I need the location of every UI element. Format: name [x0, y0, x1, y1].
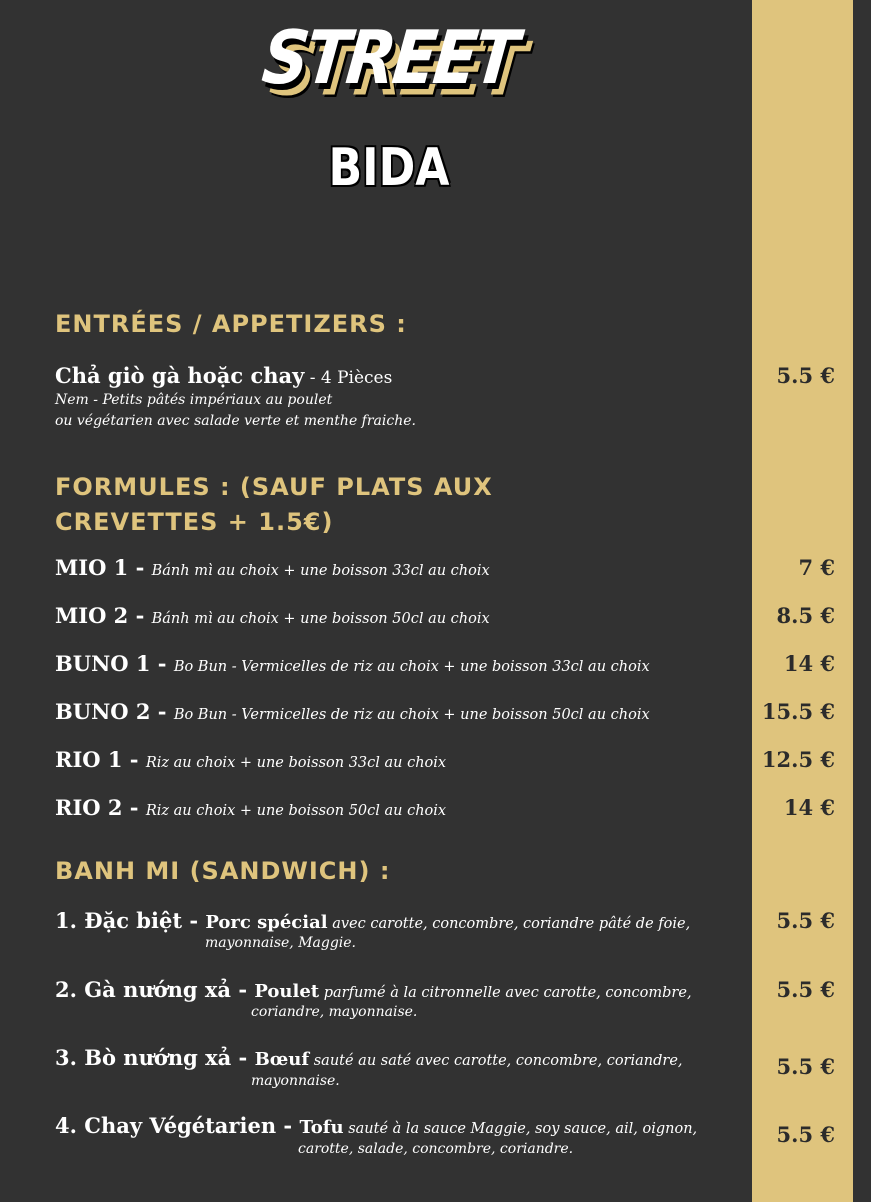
banhmi-desc: sauté au saté avec carotte, concombre, coriandre,: [309, 1053, 683, 1069]
banhmi-desc-line-2: coriandre, mayonnaise.: [251, 1004, 418, 1020]
banhmi-desc: avec carotte, concombre, coriandre pâté de foie,: [327, 916, 691, 932]
section-title-formules-2: CREVETTES + 1.5€): [55, 508, 334, 536]
banhmi-name: 4. Chay Végétarien -: [55, 1113, 300, 1138]
street-bida-logo: [236, 16, 542, 198]
right-edge: [853, 0, 871, 1202]
entree-desc-line-1: Nem - Petits pâtés impériaux au poulet: [55, 392, 333, 408]
banhmi-desc-line-2: carotte, salade, concombre, coriandre.: [298, 1141, 574, 1157]
formule-item-buno-2: [55, 699, 650, 728]
formule-desc: Bánh mì au choix + une boisson 33cl au choix: [151, 563, 490, 579]
section-title-entrees: ENTRÉES / APPETIZERS :: [55, 310, 407, 338]
formule-desc: Bo Bun - Vermicelles de riz au choix + une boisson 33cl au choix: [173, 659, 650, 675]
banhmi-desc-line-2: mayonnaise, Maggie.: [205, 935, 357, 951]
formule-price-rio-2: 14 €: [783, 795, 835, 820]
section-title-formules-1: FORMULES : (SAUF PLATS AUX: [55, 473, 493, 501]
banhmi-price-3: 5.5 €: [776, 1054, 835, 1079]
banhmi-item-1: [55, 908, 690, 937]
banhmi-price-1: 5.5 €: [776, 908, 835, 933]
formule-price-buno-1: 14 €: [783, 651, 835, 676]
banhmi-desc: sauté à la sauce Maggie, soy sauce, ail, oignon,: [343, 1121, 698, 1137]
formule-item-buno-1: [55, 651, 650, 680]
banhmi-main: Poulet: [254, 981, 320, 1002]
banhmi-name: 3. Bò nướng xả -: [55, 1045, 255, 1070]
banhmi-main: Bœuf: [254, 1049, 310, 1070]
formule-name: RIO 2 -: [55, 795, 146, 820]
formule-name: BUNO 2 -: [55, 699, 174, 724]
banhmi-main: Porc spécial: [205, 912, 328, 933]
formule-name: MIO 1 -: [55, 555, 152, 580]
price-column-strip: [752, 0, 853, 1202]
formule-item-mio-2: [55, 603, 490, 632]
formule-item-rio-1: [55, 747, 446, 776]
formule-name: MIO 2 -: [55, 603, 152, 628]
banhmi-name: 1. Đặc biệt -: [55, 908, 206, 933]
banhmi-item-3: [55, 1045, 683, 1074]
entree-item-name: [55, 363, 392, 391]
banhmi-desc: parfumé à la citronnelle avec carotte, concombre,: [319, 985, 692, 1001]
formule-price-mio-1: 7 €: [798, 555, 835, 580]
formule-price-buno-2: 15.5 €: [761, 699, 835, 724]
entree-price: 5.5 €: [776, 363, 835, 388]
banhmi-desc-line-2: mayonnaise.: [251, 1073, 340, 1089]
formule-desc: Riz au choix + une boisson 33cl au choix: [145, 755, 447, 771]
banhmi-price-4: 5.5 €: [776, 1122, 835, 1147]
entree-qty: - 4 Pièces: [304, 368, 393, 388]
banhmi-item-4: [55, 1113, 697, 1142]
section-title-banhmi: BANH MI (SANDWICH) :: [55, 857, 391, 885]
formule-item-rio-2: [55, 795, 446, 824]
banhmi-price-2: 5.5 €: [776, 977, 835, 1002]
logo-bida-text: BIDA: [328, 138, 450, 198]
entree-name: Chả giò gà hoặc chay: [55, 363, 305, 388]
formule-desc: Bánh mì au choix + une boisson 50cl au choix: [151, 611, 490, 627]
formule-name: RIO 1 -: [55, 747, 146, 772]
banhmi-main: Tofu: [299, 1117, 344, 1138]
banhmi-name: 2. Gà nướng xả -: [55, 977, 255, 1002]
formule-name: BUNO 1 -: [55, 651, 174, 676]
logo-street-text: STREET: [258, 16, 520, 102]
formule-price-rio-1: 12.5 €: [761, 747, 835, 772]
formule-desc: Riz au choix + une boisson 50cl au choix: [145, 803, 447, 819]
formule-item-mio-1: [55, 555, 490, 584]
formule-price-mio-2: 8.5 €: [776, 603, 835, 628]
entree-desc-line-2: ou végétarien avec salade verte et menthe fraiche.: [55, 413, 416, 429]
formule-desc: Bo Bun - Vermicelles de riz au choix + une boisson 50cl au choix: [173, 707, 650, 723]
